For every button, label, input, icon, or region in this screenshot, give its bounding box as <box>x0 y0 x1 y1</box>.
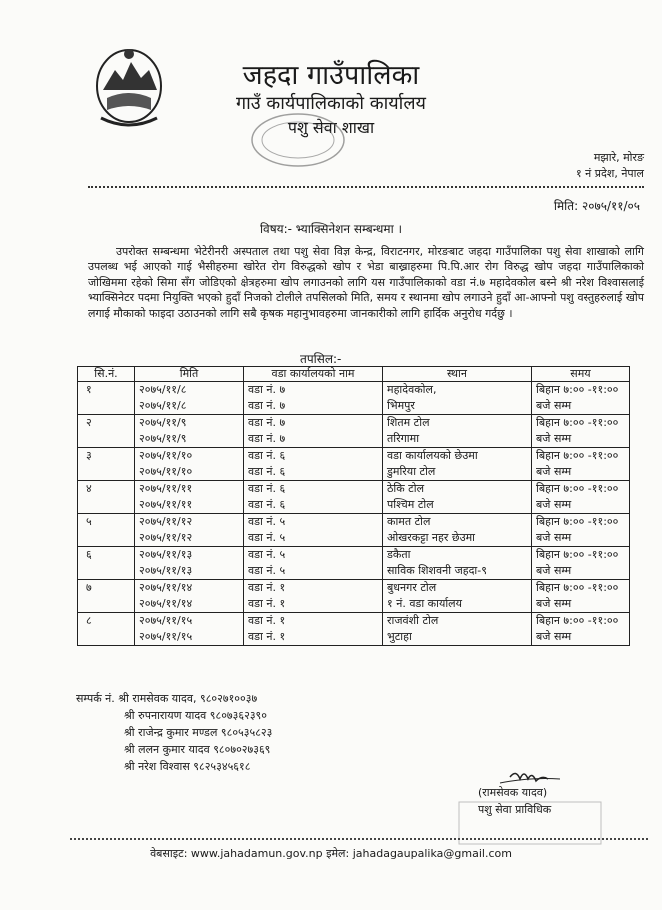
cell-date-text: २०७५/११/९ <box>139 416 187 429</box>
cell-place-text: डुमरिया टोल <box>387 465 436 478</box>
cell-time <box>532 514 630 547</box>
cell-place-text: डकैता <box>387 548 411 561</box>
letter-date: मिति: २०७५/११/०५ <box>553 199 640 213</box>
col-header-time: समय <box>532 367 630 382</box>
cell-sn-text: १ <box>86 383 92 396</box>
office-seal-stamp <box>248 110 348 170</box>
table-row <box>78 514 630 547</box>
cell-date-text: २०७५/११/९ <box>139 432 187 445</box>
cell-date-text: २०७५/११/१४ <box>139 597 193 610</box>
cell-place-text: राजवंशी टोल <box>387 614 439 627</box>
cell-time-text: बिहान ७:०० -११:०० <box>536 548 619 561</box>
cell-time-text: बिहान ७:०० -११:०० <box>536 515 619 528</box>
table-row <box>78 415 630 448</box>
cell-date-text: २०७५/११/११ <box>139 498 193 511</box>
cell-place-text: ओखरकट्टा नहर छेउमा <box>387 531 476 544</box>
cell-ward-text: वडा नं. ५ <box>248 531 286 544</box>
cell-date-text: २०७५/११/८ <box>139 399 187 412</box>
table-row <box>78 382 630 415</box>
cell-place-text: भुटाहा <box>387 630 412 643</box>
subject-line: विषय:- भ्याक्सिनेशन सम्बन्धमा । <box>259 222 403 236</box>
cell-place <box>383 382 532 415</box>
cell-sn-text: ७ <box>86 581 92 594</box>
cell-sn-text: ६ <box>86 548 92 561</box>
cell-ward-text: वडा नं. ६ <box>248 482 286 495</box>
cell-ward-text: वडा नं. ७ <box>248 383 286 396</box>
cell-sn-text: ४ <box>86 482 92 495</box>
cell-sn <box>78 382 135 415</box>
cell-date-text: २०७५/११/१० <box>139 465 193 478</box>
cell-sn-text: २ <box>86 416 92 429</box>
cell-place <box>383 514 532 547</box>
cell-place-text: महादेवकोल, <box>387 383 437 396</box>
cell-ward-text: वडा नं. ७ <box>248 416 286 429</box>
office-name: गाउँ कार्यपालिकाको कार्यालय <box>236 93 426 114</box>
header-divider <box>88 186 644 188</box>
contact-line: श्री रुपनारायण यादव ९८०७३६२३९० <box>124 709 267 722</box>
cell-ward-text: वडा नं. ७ <box>248 399 286 412</box>
cell-time <box>532 448 630 481</box>
cell-place-text: पश्चिम टोल <box>387 498 434 511</box>
contact-line: श्री राजेन्द्र कुमार मण्डल ९८०५३५८२३ <box>124 726 273 739</box>
cell-ward <box>244 547 383 580</box>
cell-date-text: २०७५/११/१२ <box>139 531 193 544</box>
table-row <box>78 448 630 481</box>
org-name: जहदा गाउँपालिका <box>242 60 420 91</box>
address-line-2: १ नं प्रदेश, नेपाल <box>575 167 644 180</box>
cell-sn <box>78 514 135 547</box>
cell-ward-text: वडा नं. १ <box>248 630 286 643</box>
cell-time-text: बिहान ७:०० -११:०० <box>536 383 619 396</box>
table-row <box>78 547 630 580</box>
cell-date-text: २०७५/११/१२ <box>139 515 193 528</box>
cell-date <box>135 514 244 547</box>
cell-place-text: वडा कार्यालयको छेउमा <box>387 449 478 462</box>
cell-place <box>383 613 532 646</box>
schedule-title: तपसिल:- <box>300 352 342 366</box>
cell-ward-text: वडा नं. ५ <box>248 548 286 561</box>
signatory-name: (रामसेवक यादव) <box>478 786 548 799</box>
table-row <box>78 613 630 646</box>
cell-ward-text: वडा नं. ६ <box>248 498 286 511</box>
cell-ward <box>244 580 383 613</box>
cell-time-text: बिहान ७:०० -११:०० <box>536 449 619 462</box>
cell-time-text: बजे सम्म <box>536 432 572 445</box>
cell-date-text: २०७५/११/१४ <box>139 581 193 594</box>
signatory-role: पशु सेवा प्राविधिक <box>478 803 552 816</box>
table-row <box>78 481 630 514</box>
cell-sn <box>78 448 135 481</box>
cell-place-text: १ नं. वडा कार्यालय <box>387 597 463 610</box>
cell-date <box>135 481 244 514</box>
cell-time <box>532 415 630 448</box>
cell-time <box>532 481 630 514</box>
cell-date <box>135 580 244 613</box>
cell-ward-text: वडा नं. १ <box>248 614 286 627</box>
col-header-place: स्थान <box>383 367 532 382</box>
cell-sn <box>78 547 135 580</box>
cell-date-text: २०७५/११/१५ <box>139 614 193 627</box>
cell-date <box>135 448 244 481</box>
cell-date <box>135 382 244 415</box>
cell-time-text: बजे सम्म <box>536 630 572 643</box>
cell-ward <box>244 514 383 547</box>
branch-name: पशु सेवा शाखा <box>287 118 375 137</box>
cell-place-text: ठेकि टोल <box>387 482 425 495</box>
cell-time <box>532 382 630 415</box>
cell-time <box>532 547 630 580</box>
cell-time-text: बिहान ७:०० -११:०० <box>536 614 619 627</box>
contact-list <box>76 690 272 775</box>
cell-place <box>383 580 532 613</box>
cell-time-text: बिहान ७:०० -११:०० <box>536 482 619 495</box>
cell-time-text: बिहान ७:०० -११:०० <box>536 581 619 594</box>
cell-ward-text: वडा नं. ६ <box>248 449 286 462</box>
cell-date <box>135 613 244 646</box>
cell-place-text: तरिगामा <box>387 432 420 445</box>
cell-date <box>135 415 244 448</box>
vaccination-schedule-table <box>77 366 630 646</box>
letter-body <box>88 244 644 321</box>
col-header-date: मिति <box>135 367 244 382</box>
contact-line: श्री ललन कुमार यादव ९८०७०२७३६९ <box>124 743 271 756</box>
cell-place-text: साविक शिशवनी जहदा-९ <box>387 564 487 577</box>
cell-sn <box>78 580 135 613</box>
cell-sn-text: ८ <box>86 614 92 627</box>
table-header-row <box>78 367 630 382</box>
cell-time-text: बजे सम्म <box>536 531 572 544</box>
col-header-sn: सि.नं. <box>78 367 135 382</box>
cell-date-text: २०७५/११/१३ <box>139 564 193 577</box>
cell-place <box>383 481 532 514</box>
cell-time-text: बजे सम्म <box>536 498 572 511</box>
footer-divider <box>70 838 648 840</box>
cell-ward-text: वडा नं. ७ <box>248 432 286 445</box>
cell-time-text: बजे सम्म <box>536 399 572 412</box>
body-paragraph: उपरोक्त सम्बन्धमा भेटेरीनरी अस्पताल तथा पशु सेवा विज्ञ केन्द्र, विराटनगर, मोरङबाट जहदा गाउँपालिका पशु सेवा शाखाको लागि उपलब्ध भई आएको गाई भैसीहरुमा खोरेत रोग विरुद्धको खोप र भेडा बाख्राहरुमा पि.पि.आर रोग विरुद्ध खोप जहदा गाउँपालिकाको जोखिममा रहेको सिमा सँग जोडिएको क्षेत्रहरुमा खोप लगाउनको लागि यस गाउँपालिकाको वडा नं.७ महादेवकोल बस्ने श्री नरेश विश्वासलाई भ्याक्सिनेटर पदमा नियुक्ति भएको हुदाँ निजको टोलीले तपसिलको मिति, समय र स्थानमा खोप लगाउने हुदाँ आ-आफ्नो पशु वस्तुहरुलाई खोप लगाई मौकाको फाइदा उठाउनको लागि सबै कृषक महानुभावहरुमा जानकारीको लागि हार्दिक अनुरोध गर्दछु । <box>88 245 644 320</box>
cell-place-text: भिमपुर <box>387 399 415 412</box>
cell-time-text: बजे सम्म <box>536 597 572 610</box>
cell-date-text: २०७५/११/१५ <box>139 630 193 643</box>
col-header-ward: वडा कार्यालयको नाम <box>244 367 383 382</box>
cell-date <box>135 547 244 580</box>
cell-ward-text: वडा नं. १ <box>248 597 286 610</box>
cell-date-text: २०७५/११/११ <box>139 482 193 495</box>
cell-place-text: शितम टोल <box>387 416 430 429</box>
cell-place-text: कामत टोल <box>387 515 431 528</box>
cell-ward <box>244 382 383 415</box>
cell-sn-text: ५ <box>86 515 92 528</box>
cell-sn <box>78 613 135 646</box>
contact-line: श्री नरेश विश्वास ९८२५३४५६१८ <box>124 760 251 773</box>
cell-sn <box>78 415 135 448</box>
contact-line: सम्पर्क नं. श्री रामसेवक यादव, ९८०२७१००३७ <box>76 692 258 705</box>
table-row <box>78 580 630 613</box>
cell-date-text: २०७५/११/१० <box>139 449 193 462</box>
cell-place-text: बुधनगर टोल <box>387 581 437 594</box>
cell-sn-text: ३ <box>86 449 92 462</box>
cell-ward-text: वडा नं. ५ <box>248 564 286 577</box>
cell-ward-text: वडा नं. ५ <box>248 515 286 528</box>
cell-date-text: २०७५/११/८ <box>139 383 187 396</box>
cell-ward <box>244 448 383 481</box>
cell-time-text: बजे सम्म <box>536 465 572 478</box>
cell-place <box>383 448 532 481</box>
cell-ward-text: वडा नं. ६ <box>248 465 286 478</box>
cell-time-text: बजे सम्म <box>536 564 572 577</box>
cell-sn <box>78 481 135 514</box>
cell-ward <box>244 613 383 646</box>
cell-date-text: २०७५/११/१३ <box>139 548 193 561</box>
footer-contact: वेबसाइट: www.jahadamun.gov.np इमेल: jahadagaupalika@gmail.com <box>150 847 512 860</box>
cell-time-text: बिहान ७:०० -११:०० <box>536 416 619 429</box>
cell-place <box>383 547 532 580</box>
cell-ward-text: वडा नं. १ <box>248 581 286 594</box>
address-line-1: मझारे, मोरङ <box>593 151 644 164</box>
cell-ward <box>244 481 383 514</box>
cell-time <box>532 613 630 646</box>
cell-place <box>383 415 532 448</box>
cell-time <box>532 580 630 613</box>
cell-ward <box>244 415 383 448</box>
